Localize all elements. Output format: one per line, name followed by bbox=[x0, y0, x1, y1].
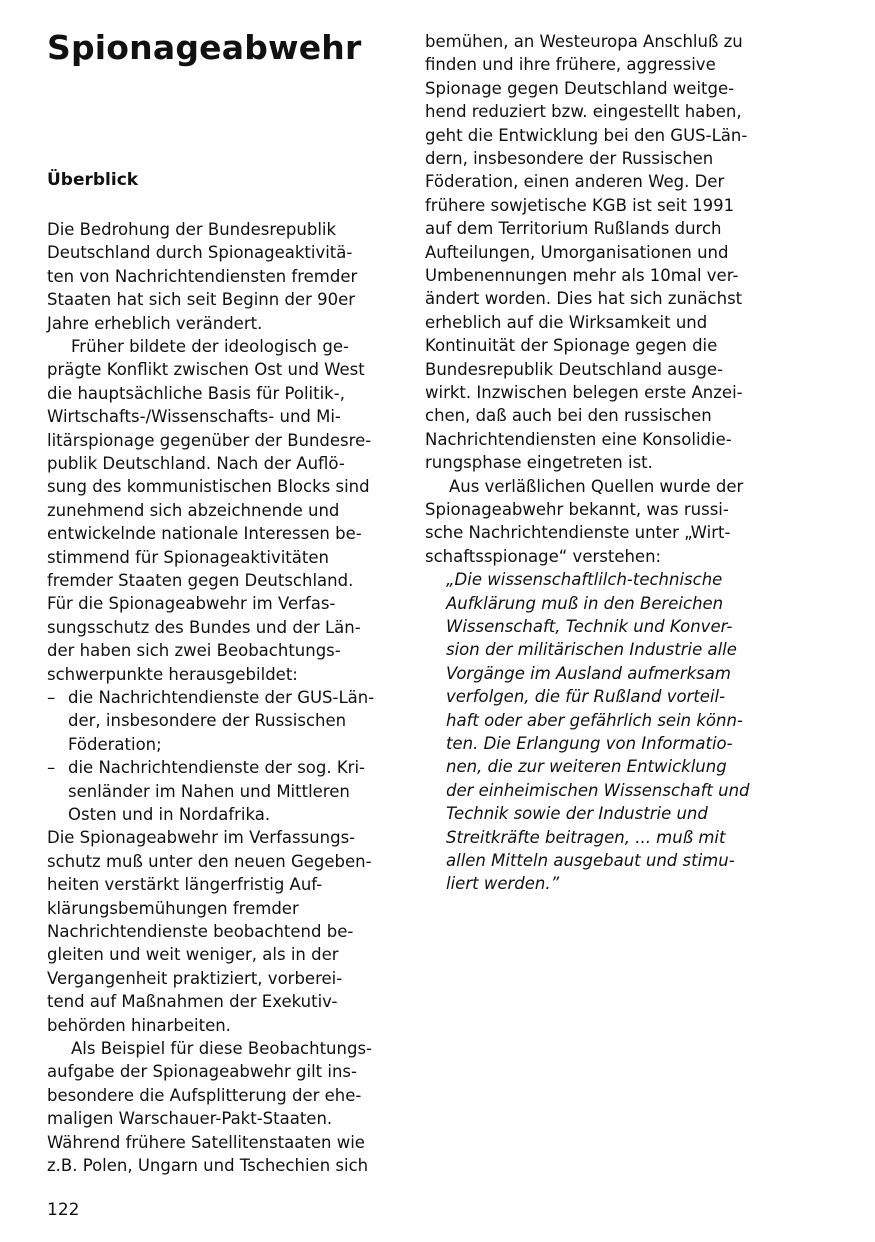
text-line: sche Nachrichtendienste unter „Wirt- bbox=[425, 523, 731, 543]
text-line: publik Deutschland. Nach der Auflö- bbox=[47, 454, 345, 473]
text-line: Während frühere Satellitenstaaten wie bbox=[47, 1132, 365, 1152]
text-line: Technik sowie der Industrie und bbox=[446, 804, 708, 824]
text-line: aufgabe der Spionageabwehr gilt ins- bbox=[47, 1062, 357, 1082]
text-line: Spionageabwehr bekannt, was russi- bbox=[425, 500, 729, 519]
text-line: zunehmend sich abzeichnende und bbox=[47, 500, 340, 520]
text-line: bemühen, an Westeuropa Anschluß zu bbox=[425, 32, 743, 51]
text-line: maligen Warschauer-Pakt-Staaten. bbox=[47, 1109, 333, 1129]
text-line: ten. Die Erlangung von Informatio- bbox=[446, 734, 733, 753]
text-line: besondere die Aufsplitterung der ehe- bbox=[47, 1085, 362, 1105]
text-line: die hauptsächliche Basis für Politik-, bbox=[47, 383, 345, 403]
text-line: erheblich auf die Wirksamkeit und bbox=[425, 312, 708, 332]
text-line: chen, daß auch bei den russischen bbox=[425, 406, 712, 426]
text-line: ten von Nachrichtendiensten fremder bbox=[47, 266, 358, 286]
text-line: „Die wissenschaftlilch-technische bbox=[446, 570, 723, 590]
text-line: Kontinuität der Spionage gegen die bbox=[425, 336, 718, 356]
text-line: frühere sowjetische KGB ist seit 1991 bbox=[425, 195, 735, 215]
text-line: wirkt. Inzwischen belegen erste Anzei- bbox=[425, 383, 743, 402]
text-line: prägte Konflikt zwischen Ost und West bbox=[47, 360, 365, 380]
text-line: die Nachrichtendienste der sog. Kri- bbox=[68, 758, 365, 778]
text-line: Jahre erheblich verändert. bbox=[47, 313, 263, 333]
text-line: verfolgen, die für Rußland vorteil- bbox=[446, 687, 726, 707]
text-line: Vorgänge im Ausland aufmerksam bbox=[446, 663, 731, 683]
text-line: der haben sich zwei Beobachtungs- bbox=[47, 641, 341, 661]
bullet-dash: – bbox=[47, 688, 56, 707]
text-line: Früher bildete der ideologisch ge- bbox=[71, 337, 349, 356]
text-line: Aufteilungen, Umorganisationen und bbox=[425, 242, 729, 262]
text-line: Streitkräfte beitragen, ... muß mit bbox=[446, 827, 726, 847]
text-line: hend reduziert bzw. eingestellt haben, bbox=[425, 102, 742, 122]
text-line: gleiten und weit weniger, als in der bbox=[47, 945, 339, 965]
text-line: z.B. Polen, Ungarn und Tschechien sich bbox=[47, 1156, 369, 1175]
text-line: Osten und in Nordafrika. bbox=[68, 805, 271, 824]
text-line: rungsphase eingetreten ist. bbox=[425, 453, 653, 473]
text-line: sion der militärischen Industrie alle bbox=[446, 640, 737, 660]
text-line: Staaten hat sich seit Beginn der 90er bbox=[47, 290, 356, 310]
text-line: finden und ihre frühere, aggressive bbox=[425, 55, 716, 75]
text-line: sungsschutz des Bundes und der Län- bbox=[47, 617, 361, 637]
text-line: ändert worden. Dies hat sich zunächst bbox=[425, 289, 743, 309]
text-line: Nachrichtendiensten eine Konsolidie- bbox=[425, 429, 732, 449]
text-line: die Nachrichtendienste der GUS-Län- bbox=[68, 688, 375, 707]
bullet-dash: – bbox=[47, 758, 56, 778]
text-line: Föderation, einen anderen Weg. Der bbox=[425, 172, 725, 192]
text-line: Aus verläßlichen Quellen wurde der bbox=[449, 476, 744, 496]
text-line: Föderation; bbox=[68, 734, 162, 754]
text-line: klärungsbemühungen fremder bbox=[47, 898, 299, 918]
text-line: schutz muß unter den neuen Gegeben- bbox=[47, 851, 372, 871]
text-line: allen Mitteln ausgebaut und stimu- bbox=[446, 851, 735, 870]
section-heading: Überblick bbox=[47, 170, 139, 190]
text-line: tend auf Maßnahmen der Exekutiv- bbox=[47, 992, 338, 1012]
text-line: senländer im Nahen und Mittleren bbox=[68, 781, 350, 801]
text-line: schwerpunkte herausgebildet: bbox=[47, 664, 298, 684]
text-line: der, insbesondere der Russischen bbox=[68, 711, 347, 731]
text-line: Als Beispiel für diese Beobachtungs- bbox=[71, 1039, 372, 1058]
text-line: Für die Spionageabwehr im Verfas- bbox=[47, 594, 336, 614]
text-line: Nachrichtendienste beobachtend be- bbox=[47, 922, 354, 941]
text-line: fremder Staaten gegen Deutschland. bbox=[47, 571, 354, 590]
text-line: Vergangenheit praktiziert, vorberei- bbox=[47, 968, 343, 988]
text-line: haft oder aber gefährlich sein könn- bbox=[446, 710, 743, 730]
text-line: Wirtschafts-/Wissenschafts- und Mi- bbox=[47, 407, 341, 427]
text-line: liert werden.” bbox=[446, 874, 560, 894]
text-line: Aufklärung muß in den Bereichen bbox=[446, 593, 724, 613]
text-line: nen, die zur weiteren Entwicklung bbox=[446, 757, 727, 777]
text-line: Bundesrepublik Deutschland ausge- bbox=[425, 359, 723, 379]
text-line: sung des kommunistischen Blocks sind bbox=[47, 477, 370, 497]
text-line: dern, insbesondere der Russischen bbox=[425, 149, 714, 168]
text-line: Die Bedrohung der Bundesrepublik bbox=[47, 220, 337, 239]
text-line: Deutschland durch Spionageaktivitä- bbox=[47, 243, 353, 263]
text-line: behörden hinarbeiten. bbox=[47, 1015, 231, 1035]
page-number: 122 bbox=[47, 1200, 80, 1220]
text-line: Die Spionageabwehr im Verfassungs- bbox=[47, 828, 356, 848]
text-line: entwickelnde nationale Interessen be- bbox=[47, 524, 362, 544]
text-line: litärspionage gegenüber der Bundesre- bbox=[47, 430, 372, 450]
text-line: geht die Entwicklung bei den GUS-Län- bbox=[425, 125, 748, 145]
text-line: Spionage gegen Deutschland weitge- bbox=[425, 78, 735, 98]
text-line: Wissenschaft, Technik und Konver- bbox=[446, 617, 733, 636]
text-line: heiten verstärkt längerfristig Auf- bbox=[47, 875, 323, 895]
text-line: auf dem Territorium Rußlands durch bbox=[425, 219, 722, 239]
text-line: Umbenennungen mehr als 10mal ver- bbox=[425, 266, 739, 285]
text-line: der einheimischen Wissenschaft und bbox=[446, 780, 750, 800]
text-line: stimmend für Spionageaktivitäten bbox=[47, 547, 329, 567]
text-line: schaftsspionage“ verstehen: bbox=[425, 546, 662, 566]
page-title: Spionageabwehr bbox=[47, 28, 362, 67]
